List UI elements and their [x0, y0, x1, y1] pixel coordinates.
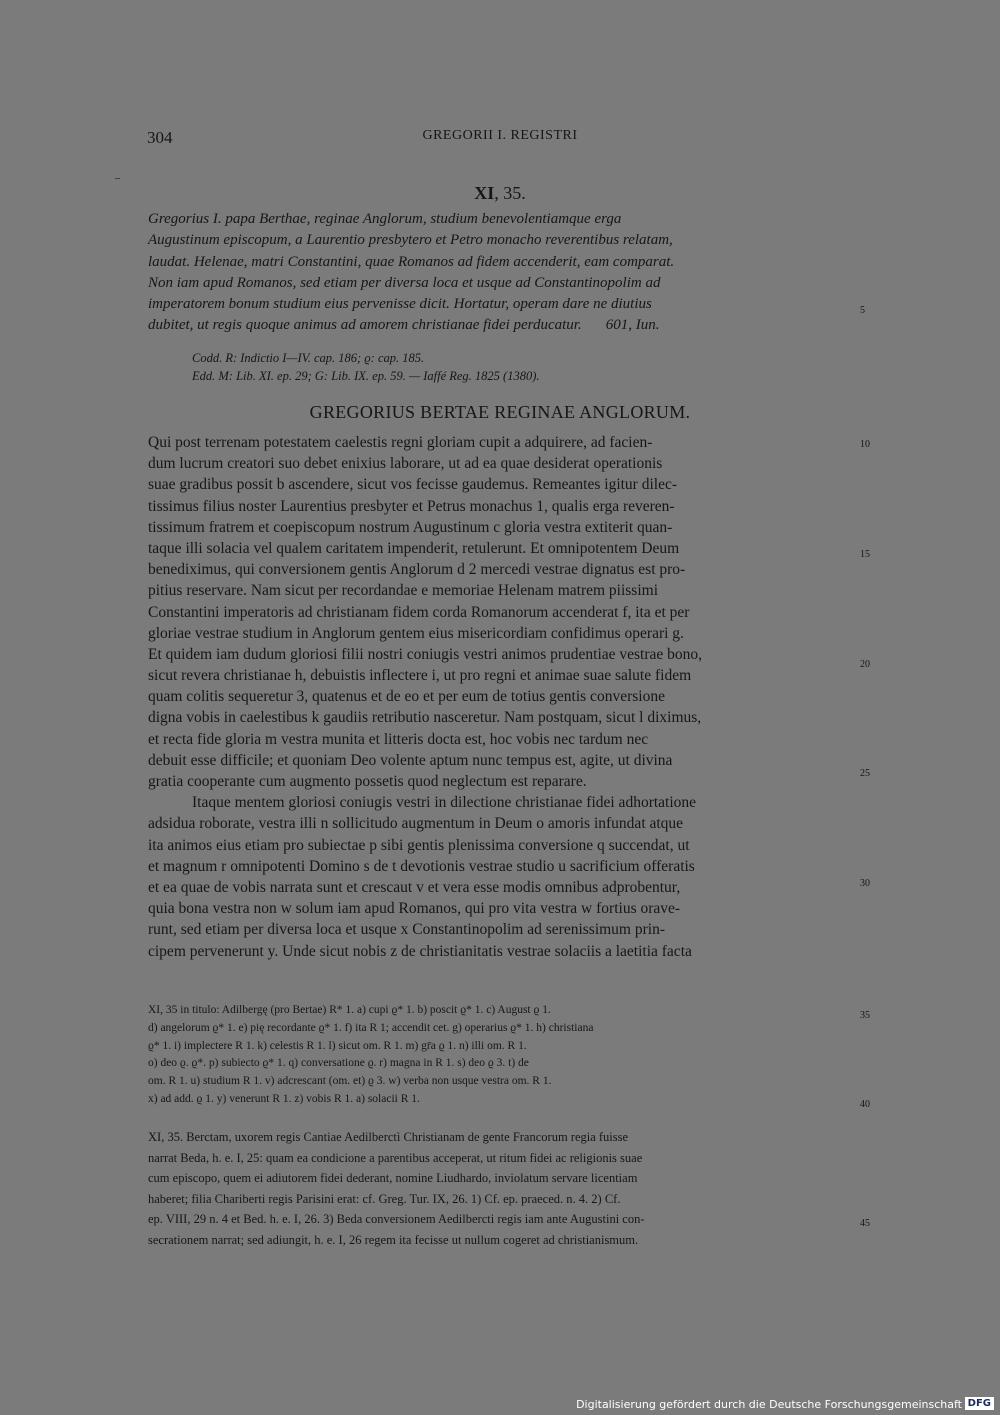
line-number: 20 [860, 659, 870, 670]
commentary-line: ep. VIII, 29 n. 4 et Bed. h. e. I, 26. 3) Beda conversionem Aedilbercti regis iam ante Augustini con- [148, 1212, 645, 1226]
commentary-line: cum episcopo, quem ei adiutorem fidei dederant, nomine Liudhardo, inviolatum servare licentiam [148, 1171, 638, 1185]
body-line: Itaque mentem gloriosi coniugis vestri in dilectione christianae fidei adhortatione [192, 794, 697, 812]
regest-line: imperatorem bonum studium eius pervenisse dicit. Hortatur, operam dare ne diutius [148, 296, 652, 313]
body-line: cipem pervenerunt y. Unde sicut nobis z de christianitatis vestrae solaciis a laetitia facta [148, 942, 692, 960]
commentary-line: secrationem narrat; sed adiungit, h. e. I, 26 regem ita fecisse ut nullum cogeret ad christianismum. [148, 1232, 639, 1247]
regest-date: 601, Iun. [605, 317, 660, 334]
letter-address: GREGORIUS BERTAE REGINAE ANGLORUM. [309, 402, 691, 422]
body-line: taque illi solacia vel qualem caritatem impenderit, retulerunt. Et omnipotentem Deum [148, 539, 680, 557]
digitization-credit: Digitalisierung gefördert durch die Deutsche Forschungsgemeinschaft [576, 1398, 962, 1411]
line-number: 5 [860, 305, 865, 316]
regest-line: laudat. Helenae, matri Constantini, quae Romanos ad fidem accenderit, eam comparat. [148, 253, 675, 270]
margin-mark [115, 178, 120, 179]
commentary-line: narrat Beda, h. e. I, 25: quam ea condicione a parentibus acceperat, ut ritum fidei ac religionis suae [148, 1150, 643, 1165]
line-number: 40 [860, 1099, 870, 1110]
regest-line: Gregorius I. papa Berthae, reginae Anglorum, studium benevolentiamque erga [148, 211, 622, 227]
body-line: Et quidem iam dudum gloriosi filii nostri coniugis vestri animos prudentiae vestrae bono, [148, 645, 703, 663]
body-line: Constantini imperatoris ad christianam fidem corda Romanorum accenderat f, ita et per [148, 603, 690, 621]
regest [148, 209, 848, 337]
commentary-notes [148, 1127, 848, 1250]
body-line: ita animos eius etiam pro subiectae p sibi gentis plenissima conversione q succendat, ut [148, 836, 690, 854]
dfg-logo: DFG [965, 1397, 994, 1410]
body-line: adsidua roborate, vestra illi n sollicitudo augmentum in Deum o amoris infundat atque [148, 815, 684, 833]
body-line: benediximus, qui conversionem gentis Anglorum d 2 mercedi vestrae dignatus est pro- [148, 561, 686, 579]
body-line: quia bona vestra non w solum iam apud Romanos, qui pro vita vestra w fortius orave- [148, 900, 681, 918]
running-title: GREGORII I. REGISTRI [422, 128, 578, 143]
document-number [0, 183, 1000, 204]
document-number-rest: , 35. [494, 183, 526, 203]
apparatus-line: XI, 35 in titulo: Adilbergę (pro Bertae) R* 1. a) cupi ϱ* 1. b) poscit ϱ* 1. c) August ϱ 1. [148, 1004, 551, 1016]
apparatus-line: om. R 1. u) studium R 1. v) adcrescant (om. et) ϱ 3. w) verba non usque vestra om. R 1. [148, 1075, 552, 1088]
regest-line-text: dubitet, ut regis quoque animus ad amorem christianae fidei perducatur. [148, 317, 582, 334]
letter-body [148, 432, 848, 962]
body-line: et ea quae de vobis narrata sunt et crescaut v et vera esse modis omnibus adprobentur, [148, 878, 681, 896]
line-number: 30 [860, 878, 870, 889]
critical-apparatus [148, 1002, 848, 1109]
body-line: debuit esse difficile; et quoniam Deo volente aptum nunc tempus est, agite, ut divina [148, 751, 673, 769]
codices-line: Codd. R: Indictio I—IV. cap. 186; ϱ: cap. 185. [192, 351, 425, 365]
line-number: 15 [860, 549, 870, 560]
apparatus-line: d) angelorum ϱ* 1. e) pię recordante ϱ* 1. f) ita R 1; accendit cet. g) operarius ϱ* 1. h) christiana [148, 1021, 594, 1034]
commentary-line: XI, 35. Berctam, uxorem regis Cantiae Aedilberctì Christianam de gente Francorum regia fuisse [148, 1130, 629, 1144]
body-line: Qui post terrenam potestatem caelestis regni gloriam cupit a adquirere, ad facien- [148, 434, 653, 451]
document-number-bold: XI [474, 183, 495, 203]
apparatus-line: ϱ* 1. i) implectere R 1. k) celestis R 1. l) sicut om. R 1. m) gr̄a ϱ 1. n) illi om. R 1. [148, 1039, 527, 1052]
apparatus-line: x) ad add. ϱ 1. y) venerunt R 1. z) vobis R 1. a) solacii R 1. [148, 1092, 420, 1105]
body-line: et recta fide gloria m vestra munita et litteris docta est, hoc vobis nec tardum nec [148, 730, 649, 748]
body-line: tissimus filius noster Laurentius presbyter et Petrus monachus 1, qualis erga reveren- [148, 497, 675, 515]
body-line: runt, sed etiam per diversa loca et usque x Constantinopolim ad serenissimum prin- [148, 921, 665, 939]
line-number: 10 [860, 439, 870, 450]
commentary-line: haberet; filia Chariberti regis Parisini erat: cf. Greg. Tur. IX, 26. 1) Cf. ep. praeced. n. 4. 2) Cf. [148, 1191, 621, 1206]
editions-line: Edd. M: Lib. XI. ep. 29; G: Lib. IX. ep. 59. — Iaffé Reg. 1825 (1380). [192, 369, 540, 383]
line-number: 45 [860, 1218, 870, 1229]
codices-editions [192, 349, 540, 385]
body-line: tissimum fratrem et coepiscopum nostrum Augustinum c gloria vestra extiterit quan- [148, 518, 673, 536]
body-line: gratia cooperante cum augmento possetis quod neglectum est reparare. [148, 773, 587, 790]
body-line: sicut revera christianae h, debuistis inflectere i, ut pro regni et animae suae salute fidem [148, 667, 692, 685]
body-line: digna vobis in caelestibus k gaudiis retributio nasceretur. Nam postquam, sicut l diximus, [148, 709, 702, 727]
page-number: 304 [147, 128, 173, 147]
regest-line [148, 315, 848, 336]
body-line: pitius reservare. Nam sicut per recordandae e memoriae Helenam matrem piissimi [148, 582, 659, 600]
apparatus-line: o) deo ϱ. ϱ*. p) subiecto ϱ* 1. q) conversatione ϱ. r) magna in R 1. s) deo ϱ 3. t) de [148, 1057, 529, 1070]
body-line: et magnum r omnipotenti Domino s de t devotionis vestrae studio u sacrificium offeratis [148, 857, 695, 875]
line-number: 35 [860, 1010, 870, 1021]
line-number: 25 [860, 768, 870, 779]
body-line: quam colitis sequeretur 3, quatenus et de eo et per eum de totius gentis conversione [148, 688, 665, 706]
regest-line: Augustinum episcopum, a Laurentio presbytero et Petro monacho reverentibus relatam, [148, 232, 673, 249]
body-line: dum lucrum creatori suo debet enixius laborare, ut ad ea quae desiderat operationis [148, 455, 663, 473]
regest-line: Non iam apud Romanos, sed etiam per diversa loca et usque ad Constantinopolim ad [148, 274, 661, 291]
body-line: gloriae vestrae studium in Anglorum gentem eius misericordiam confidimus operari g. [148, 624, 684, 642]
body-line: suae gradibus possit b ascendere, sicut vos fecisse gaudemus. Remeantes igitur dilec- [148, 476, 678, 494]
